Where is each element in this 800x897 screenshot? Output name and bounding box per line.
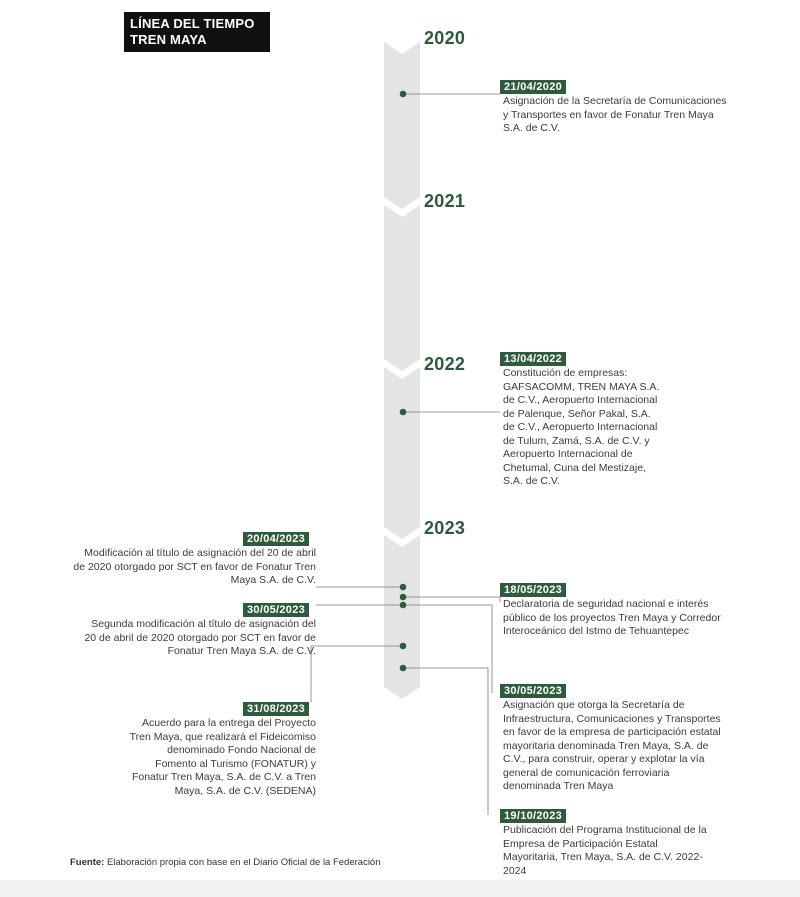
title-line-1: LÍNEA DEL TIEMPO (130, 16, 255, 31)
event-date: 30/05/2023 (500, 684, 566, 698)
source-note (70, 857, 381, 868)
event-date: 19/10/2023 (500, 809, 566, 823)
event-description: Asignación que otorga la Secretaría de Infraestructura, Comunicaciones y Transportes en favor de la empresa de participación estatal mayoritaria denominada Tren Maya, S.A. de C.V., para construir, operar y explotar la vía general de comunicación ferroviaria denominada Tren Maya (503, 699, 721, 792)
connector-event-8 (403, 668, 488, 815)
event-description: Modificación al título de asignación del 20 de abril de 2020 otorgado por SCT en favor de Fonatur Tren Maya S.A. de C.V. (73, 547, 316, 586)
timeline-dot (400, 91, 407, 98)
timeline-dot (400, 409, 407, 416)
timeline-dot (400, 602, 407, 609)
source-text: Elaboración propia con base en el Diario Oficial de la Federación (106, 857, 381, 868)
event-description: Constitución de empresas: GAFSACOMM, TREN MAYA S.A. de C.V., Aeropuerto Internacional de Palenque, Señor Pakal, S.A. de C.V., Aeropuerto Internacional de Tulum, Zamá, S.A. de C.V. y Aeropuerto Internacional de Chetumal, Cuna del Mestizaje, S.A. de C.V. (503, 367, 660, 487)
timeline-dot (400, 594, 407, 601)
event-description: Publicación del Programa Institucional de la Empresa de Participación Estatal Mayoritaria, Tren Maya, S.A. de C.V. 2022-2024 (503, 824, 707, 877)
source-label: Fuente: (70, 857, 105, 868)
year-label: 2023 (424, 518, 466, 538)
event-date: 21/04/2020 (500, 80, 566, 94)
title-line-2: TREN MAYA (130, 32, 207, 47)
year-label: 2021 (424, 191, 466, 211)
year-label: 2020 (424, 28, 466, 48)
spine-segment-2023 (384, 535, 420, 699)
event-date: 18/05/2023 (500, 583, 566, 597)
event-description: Acuerdo para la entrega del Proyecto Tren Maya, que realizará el Fideicomiso denominado Fondo Nacional de Fomento al Turismo (FONATUR) y Fonatur Tren Maya, S.A. de C.V. a Tren Maya, S.A. de C.V. (SEDENA) (129, 717, 316, 797)
event-date: 20/04/2023 (243, 532, 309, 546)
spine-segment-2022 (384, 367, 420, 539)
event-description: Asignación de la Secretaría de Comunicaciones y Transportes en favor de Fonatur Tren Maya S.A. de C.V. (503, 95, 727, 134)
event-date: 13/04/2022 (500, 352, 566, 366)
timeline-dot (400, 584, 407, 591)
event-description: Segunda modificación al título de asignación del 20 de abril de 2020 otorgado por SCT en favor de Fonatur Tren Maya S.A. de C.V. (84, 618, 316, 657)
spine-segment-2020 (384, 42, 420, 209)
year-label: 2022 (424, 354, 466, 374)
event-date: 31/08/2023 (243, 702, 309, 716)
event-description: Declaratoria de seguridad nacional e interés público de los proyectos Tren Maya y Corredor Interoceánico del Istmo de Tehuantepec (503, 598, 721, 637)
timeline-dot (400, 643, 407, 650)
bottom-bar (0, 880, 800, 897)
event-date: 30/05/2023 (243, 603, 309, 617)
timeline-dot (400, 665, 407, 672)
spine-segment-2021 (384, 205, 420, 371)
